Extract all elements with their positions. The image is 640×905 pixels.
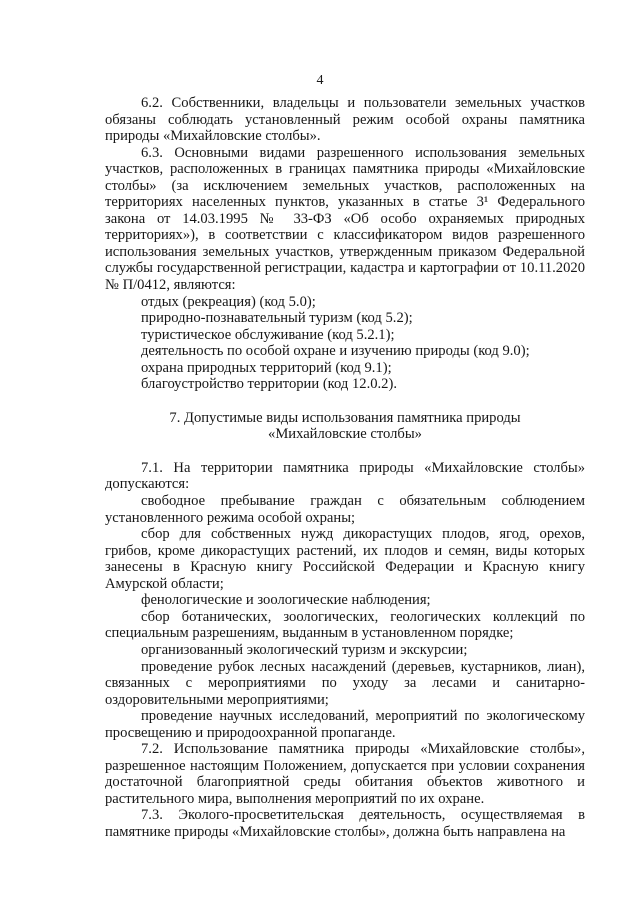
page-number: 4 — [316, 73, 324, 88]
list-item: проведение рубок лесных насаждений (деревьев, кустарников, лиан), связанных с мероприятиями по уходу за лесами и санитарно-оздоровительными мероприятиями; — [105, 658, 585, 708]
list-item: туристическое обслуживание (код 5.2.1); — [141, 326, 395, 343]
list-item: организованный экологический туризм и экскурсии; — [141, 641, 468, 658]
paragraph-6-2: 6.2. Собственники, владельцы и пользователи земельных участков обязаны соблюдать установленный режим особой охраны памятника природы «Михайловские столбы». — [105, 95, 585, 145]
list-item: охрана природных территорий (код 9.1); — [141, 359, 392, 376]
list-item: природно-познавательный туризм (код 5.2); — [141, 310, 413, 327]
paragraph-6-3: 6.3. Основными видами разрешенного использования земельных участков, расположенных в границах памятника природы «Михайловские столбы» (за исключением земельных участков, расположенных на территориях населенных пунктов, указанных в статье 3¹ Федерального закона от 14.03.1995 № 33-ФЗ «Об особо охраняемых природных территориях»), в соответствии с классификатором видов разрешенного использования земельных участков, утвержденным приказом Федеральной службы государственной регистрации, кадастра и картографии от 10.11.2020 № П/0412, являются: — [105, 144, 585, 294]
document-body — [105, 95, 585, 841]
list-item: свободное пребывание граждан с обязательным соблюдением установленного режима особой охраны; — [105, 493, 585, 526]
list-item: благоустройство территории (код 12.0.2). — [141, 376, 397, 393]
paragraph-7-2: 7.2. Использование памятника природы «Михайловские столбы», разрешенное настоящим Положением, допускается при условии сохранения достаточной благоприятной среды обитания объектов животного и растительного мира, выполнения мероприятий по их охране. — [105, 741, 585, 807]
section-heading-line-1: 7. Допустимые виды использования памятника природы — [169, 409, 521, 426]
list-item: проведение научных исследований, мероприятий по экологическому просвещению и природоохранной пропаганде. — [105, 708, 585, 741]
list-item: сбор ботанических, зоологических, геологических коллекций по специальным разрешениям, выданным в установленном порядке; — [105, 608, 585, 642]
paragraph-7-3: 7.3. Эколого-просветительская деятельность, осуществляемая в памятнике природы «Михайловские столбы», должна быть направлена на — [105, 807, 585, 840]
list-item: сбор для собственных нужд дикорастущих плодов, ягод, орехов, грибов, кроме дикорастущих растений, их плодов и семян, виды которых занесены в Красную книгу Российской Федерации и Красную книгу Амурской области; — [105, 526, 585, 592]
list-item: фенологические и зоологические наблюдения; — [141, 592, 431, 609]
list-item: отдых (рекреация) (код 5.0); — [141, 293, 316, 310]
list-item: деятельность по особой охране и изучению природы (код 9.0); — [141, 343, 530, 360]
section-heading-line-2: «Михайловские столбы» — [268, 426, 422, 443]
paragraph-7-1: 7.1. На территории памятника природы «Михайловские столбы» допускаются: — [105, 459, 585, 493]
section-heading — [105, 410, 585, 443]
